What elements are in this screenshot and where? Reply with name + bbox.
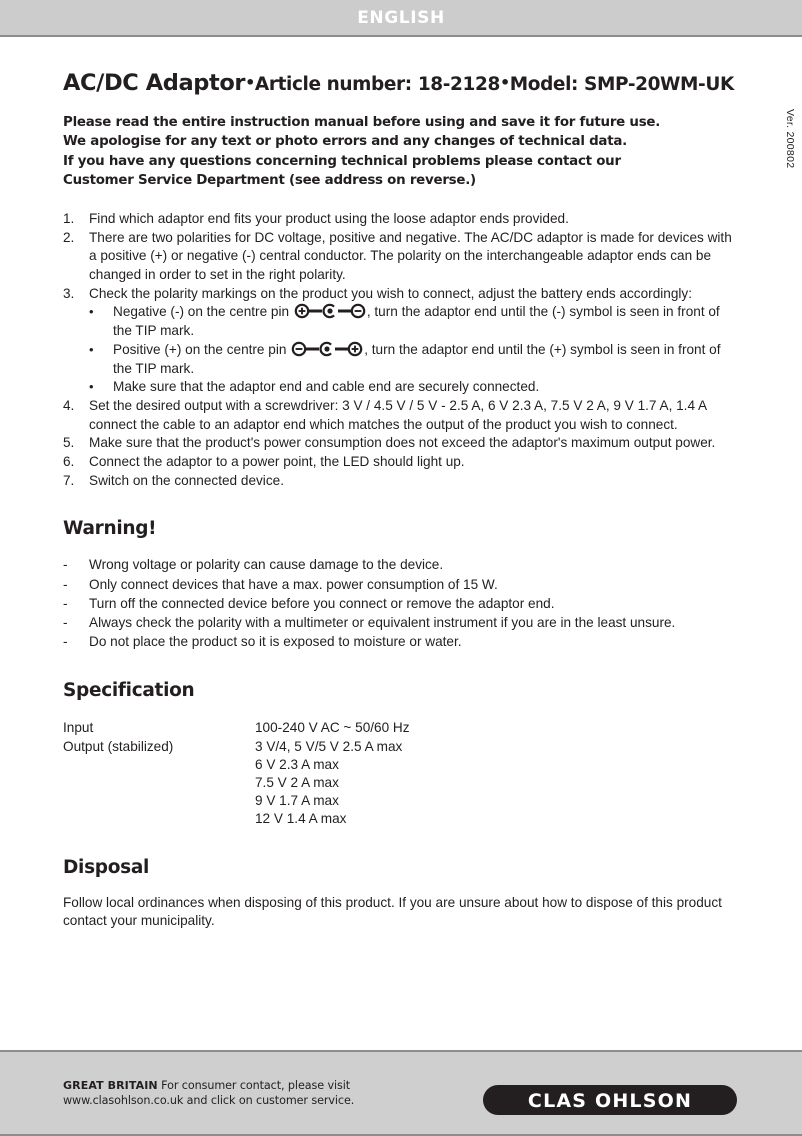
intro-line-2: We apologise for any text or photo errors and any changes of technical data.	[63, 134, 627, 150]
language-band	[0, 0, 802, 37]
bullet-mark: •	[89, 379, 94, 395]
dash-mark: -	[63, 595, 68, 611]
step-text: Find which adaptor end fits your product using the loose adaptor ends provided.	[89, 210, 569, 226]
step-text: Make sure that the product's power consumption does not exceed the adaptor's maximum output power.	[89, 435, 716, 451]
dash-mark: -	[63, 576, 68, 592]
spec-value: 12 V 1.4 A max	[255, 811, 347, 827]
dash-mark: -	[63, 557, 68, 573]
polarity-bullet-plain: Make sure that the adaptor end and cable end are securely connected.	[113, 379, 540, 395]
spec-label	[63, 756, 255, 774]
disposal-text: Follow local ordinances when disposing of this product. If you are unsure about how to dispose of this product contact your municipality.	[63, 894, 722, 928]
spec-value: 9 V 1.7 A max	[255, 793, 339, 809]
list-item	[63, 434, 735, 453]
spec-label	[63, 792, 255, 810]
list-item	[89, 378, 735, 397]
page-body	[0, 39, 802, 1050]
table-row	[63, 792, 655, 810]
title-article-number: Article number: 18-2128	[254, 74, 500, 95]
polarity-bullet-body	[113, 303, 735, 340]
spec-value: 3 V/4, 5 V/5 V 2.5 A max	[255, 738, 403, 754]
list-item	[63, 555, 735, 574]
step-text: There are two polarities for DC voltage, positive and negative. The AC/DC adaptor is made for devices with a positive (+) or negative (-) central conductor. The polarity on the interchangeable adaptor ends can be changed in order to set in the right polarity.	[89, 229, 732, 282]
polarity-bullet-body	[113, 341, 735, 378]
title-model: Model: SMP-20WM-UK	[509, 74, 734, 95]
polarity-bullet-lead: Positive (+) on the centre pin	[113, 341, 291, 357]
spec-label	[63, 810, 255, 828]
spec-value: 7.5 V 2 A max	[255, 775, 339, 791]
warning-heading: Warning!	[63, 518, 157, 540]
table-row	[63, 810, 655, 828]
title-separator-1: •	[245, 73, 255, 92]
list-item	[63, 613, 735, 632]
warning-text: Turn off the connected device before you connect or remove the adaptor end.	[89, 595, 555, 611]
table-row	[63, 738, 655, 756]
specification-heading: Specification	[63, 680, 195, 702]
list-item	[63, 285, 735, 304]
polarity-bullet-list	[89, 303, 735, 397]
intro-line-1: Please read the entire instruction manual before using and save it for future use.	[63, 114, 661, 130]
title-product: AC/DC Adaptor	[63, 70, 246, 96]
polarity-bullet-tail: , turn the adaptor end until the (+) symbol is seen in front of the TIP mark.	[113, 341, 721, 376]
list-item	[63, 575, 735, 594]
intro-line-3: If you have any questions concerning technical problems please contact our	[63, 153, 621, 169]
instruction-list	[63, 210, 735, 491]
list-item	[63, 594, 735, 613]
language-label: ENGLISH	[357, 8, 445, 28]
intro-line-4: Customer Service Department (see address on reverse.)	[63, 173, 476, 189]
clas-ohlson-logo	[483, 1085, 737, 1115]
step-number: 7.	[63, 472, 75, 488]
table-row	[63, 774, 655, 792]
spec-label	[63, 774, 255, 792]
step-number: 4.	[63, 397, 75, 413]
polarity-bullet-lead: Negative (-) on the centre pin	[113, 304, 293, 320]
spec-value: 100-240 V AC ~ 50/60 Hz	[255, 720, 410, 736]
page-title	[63, 39, 735, 97]
list-item	[89, 303, 735, 340]
step-text: Set the desired output with a screwdriver: 3 V / 4.5 V / 5 V - 2.5 A, 6 V 2.3 A, 7.5 V 2 A, 9 V 1.7 A, 1.4 A connect the cable to an adaptor end which matches the output of the product you wish to connect.	[89, 397, 707, 432]
step-number: 2.	[63, 229, 75, 245]
list-item	[63, 397, 735, 434]
step-number: 1.	[63, 210, 75, 226]
bullet-mark: •	[89, 304, 94, 320]
logo-text: CLAS OHLSON	[527, 1090, 693, 1112]
footer-contact-detail: For consumer contact, please visit www.clasohlson.co.uk and click on customer service.	[63, 1079, 355, 1107]
intro-block	[63, 113, 735, 191]
warning-text: Only connect devices that have a max. power consumption of 15 W.	[89, 576, 498, 592]
specification-table	[63, 719, 655, 828]
footer-contact-text	[63, 1078, 443, 1108]
step-text: Connect the adaptor to a power point, the LED should light up.	[89, 454, 465, 470]
list-item	[63, 453, 735, 472]
table-row	[63, 719, 655, 737]
polarity-plus-centre-minus-icon	[294, 303, 366, 319]
bullet-mark: •	[89, 341, 94, 357]
warning-text: Always check the polarity with a multimeter or equivalent instrument if you are in the least unsure.	[89, 615, 676, 631]
step-number: 6.	[63, 454, 75, 470]
list-item	[63, 210, 735, 229]
warning-text: Wrong voltage or polarity can cause damage to the device.	[89, 557, 444, 573]
polarity-minus-centre-plus-icon	[291, 341, 363, 357]
version-string: Ver. 200802	[784, 109, 796, 169]
step-number: 3.	[63, 285, 75, 301]
list-item	[63, 632, 735, 651]
warning-list	[63, 555, 735, 651]
list-item	[63, 472, 735, 491]
step-text: Switch on the connected device.	[89, 472, 284, 488]
step-text: Check the polarity markings on the product you wish to connect, adjust the battery ends accordingly:	[89, 285, 692, 301]
spec-label: Input	[63, 720, 94, 736]
content-column	[63, 39, 735, 930]
spec-label: Output (stabilized)	[63, 738, 174, 754]
list-item	[89, 341, 735, 378]
spec-value: 6 V 2.3 A max	[255, 756, 339, 772]
title-separator-2: •	[499, 73, 510, 92]
dash-mark: -	[63, 634, 68, 650]
warning-text: Do not place the product so it is exposed to moisture or water.	[89, 634, 462, 650]
step-number: 5.	[63, 435, 75, 451]
footer-country-label: GREAT BRITAIN	[63, 1079, 158, 1092]
table-row	[63, 756, 655, 774]
dash-mark: -	[63, 615, 68, 631]
disposal-heading: Disposal	[63, 856, 150, 878]
list-item	[63, 229, 735, 285]
polarity-bullet-tail: , turn the adaptor end until the (-) symbol is seen in front of the TIP mark.	[113, 304, 720, 339]
